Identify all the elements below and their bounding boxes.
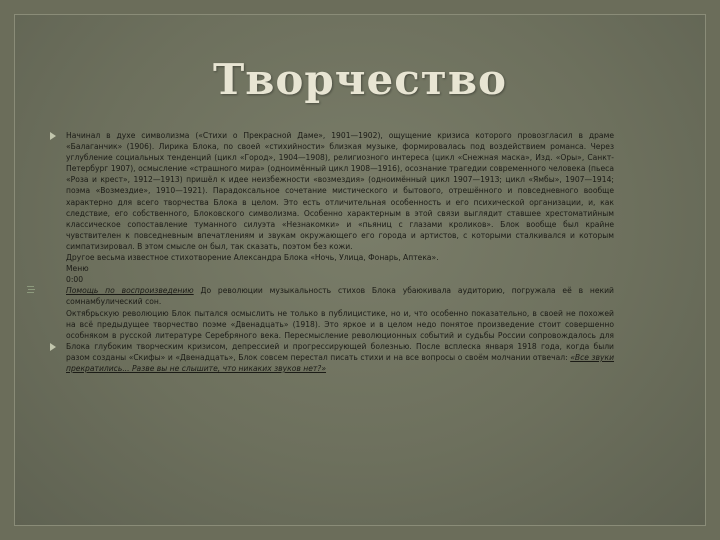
media-menu-label[interactable]: Меню bbox=[66, 264, 89, 274]
paragraph-revolution-text: Октябрьскую революцию Блок пытался осмыслить не только в публицистике, но и, что особенно показательно, в своей не похожей на всё предыдущее творчество поэме «Двенадцать» (1918). Это яркое и в целом недо понятое произведение стоит совершенно особняком в русской литературе Серебряного века. Пересмысление революционных событий и судьбы России сопровождалось для Блока глубоким творческим кризисом, депрессией и прогрессирующей болезнью. После всплеска января 1918 года, когда были разом созданы «Скифы» и «Двенадцать», Блок совсем перестал писать стихи и на все вопросы о своём молчании отвечал: bbox=[66, 308, 614, 362]
playback-help-link[interactable]: Помощь по воспроизведению bbox=[66, 286, 194, 296]
slide-body bbox=[66, 130, 614, 430]
paragraph-creative-path: Начинал в духе символизма («Стихи о Прекрасной Даме», 1901—1902), ощущение кризиса которого провозгласил в драме «Балаганчик» (1906). Лирика Блока, по своей «стихийности» близкая музыке, формировалась под воздействием романса. Через углубление социальных тенденций (цикл «Город», 1904—1908), религиозного интереса (цикл «Снежная маска», Изд. «Оры», Санкт-Петербург 1907), осмысление «страшного мира» (одноимённый цикл 1908—1916), осознание трагедии современного человека (пьеса «Роза и крест», 1912—1913) пришёл к идее неизбежности «возмездия» (одноимённый цикл 1907—1913; цикл «Ямбы», 1907—1914; поэма «Возмездие», 1910—1921). Парадоксальное сочетание мистического и бытового, отрешённого и повседневного вообще характерно для всего творчества Блока в целом. Это есть отличительная особенность и его психической организации, и, как следствие, его собственного, Блоковского символизма. Особенно характерным в этой связи выглядит ставшее хрестоматийным классическое сопоставление туманного силуэта «Незнакомки» и «пьяниц с глазами кроликов». Блок вообще был крайне чувствителен к повседневным впечатлениям и звукам окружающего его города и артистов, с которыми сталкивался и которым симпатизировал. В этом смысле он был, так сказать, поэтом без кожи. bbox=[66, 131, 614, 251]
bullet-icon bbox=[50, 132, 56, 140]
paragraph-revolution-quote: «Все звуки прекратились... Разве вы не слышите, что никаких звуков нет?» bbox=[66, 352, 615, 373]
media-time-label: 0:00 bbox=[66, 275, 84, 285]
bullet-icon bbox=[50, 343, 56, 351]
slide-title: Творчество bbox=[212, 55, 508, 104]
paragraph-before-revolution-text: До революции музыкальность стихов Блока убаюкивала аудиторию, погружала её в некий сомнамбулический сон. bbox=[66, 286, 614, 307]
media-control-icon[interactable] bbox=[27, 285, 37, 295]
paragraph-famous-poem: Другое весьма известное стихотворение Александра Блока «Ночь, Улица, Фонарь, Аптека». bbox=[66, 253, 439, 263]
paragraph-revolution bbox=[66, 308, 614, 375]
paragraph-before-revolution bbox=[66, 285, 614, 307]
